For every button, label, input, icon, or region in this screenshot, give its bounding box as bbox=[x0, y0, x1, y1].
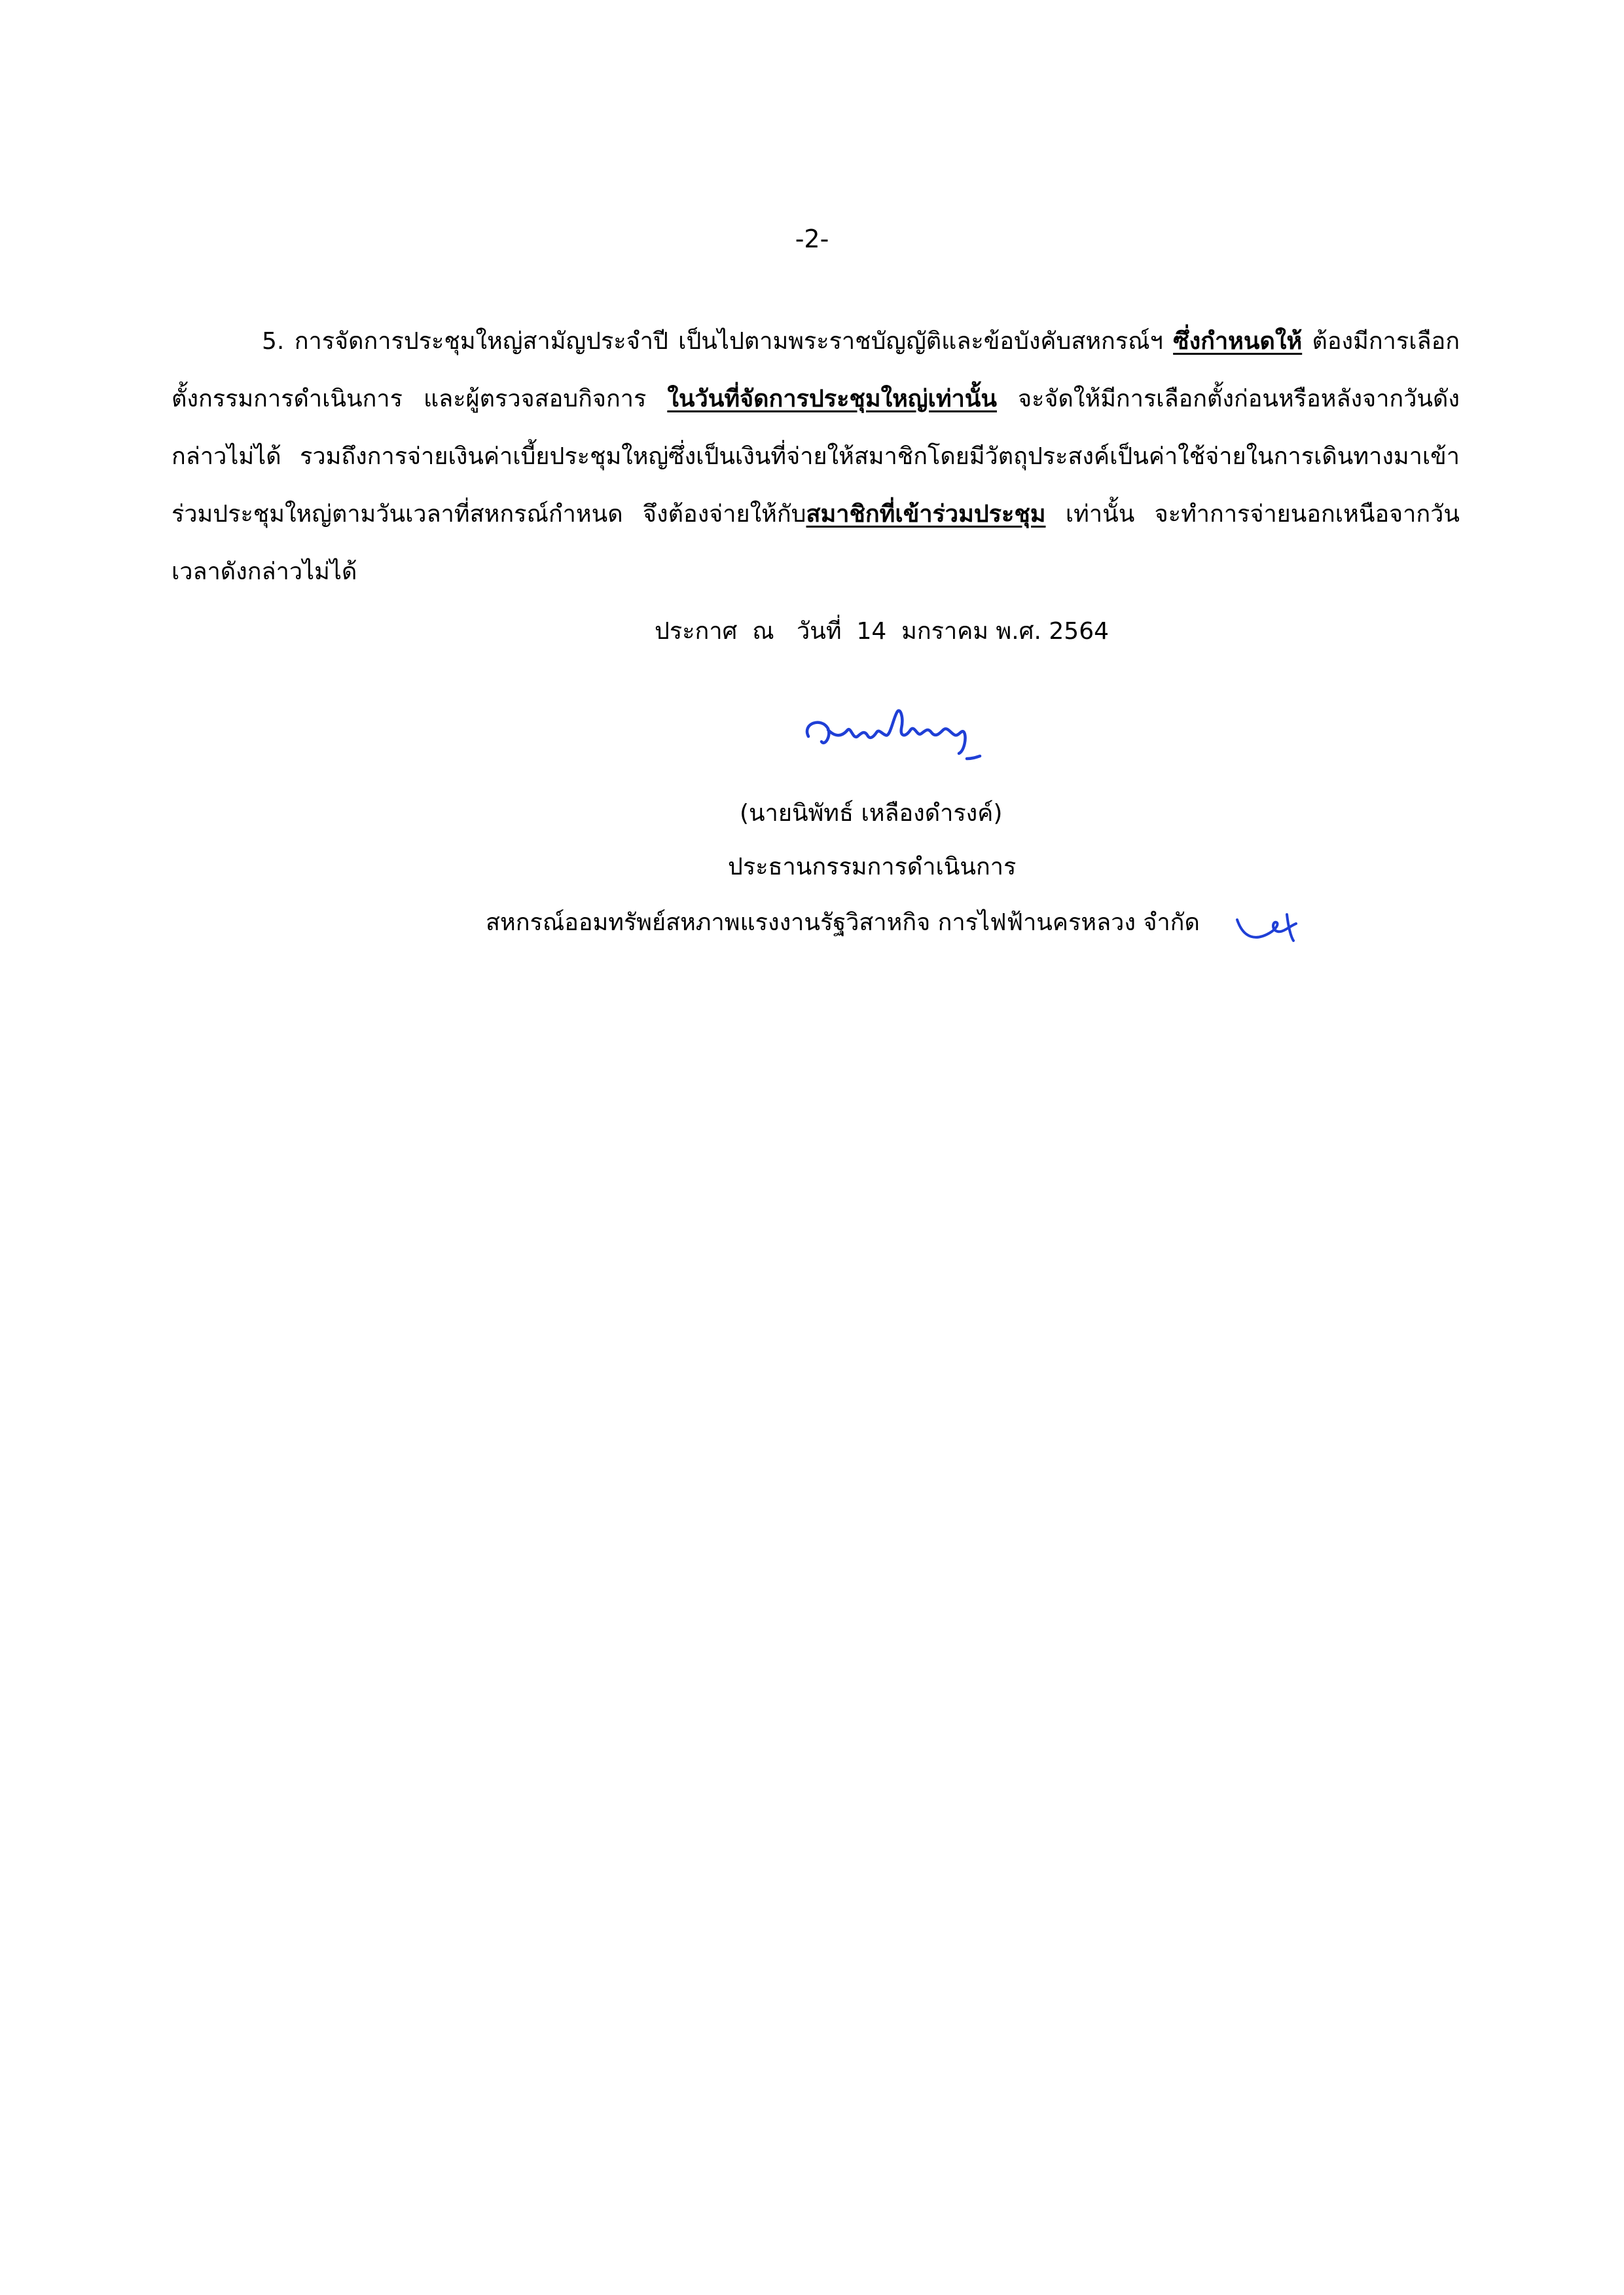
paragraph-text-3: จะจัดให้มีการเลือกตั้งก่อนหรือหลังจากวันดังกล่าวไม่ได้ รวมถึงการจ่ายเงินค่าเบี้ยประชุมใหญ่ซึ่งเป็นเงินที่จ่ายให้สมาชิกโดยมีวัตถุประสงค์เป็นค่าใช้จ่ายในการเดินทางมาเข้าร่วมประชุมใหญ่ตามวันเวลาที่สหกรณ์กำหนด จึงต้องจ่ายให้กับ bbox=[171, 386, 1460, 528]
announcement-date: ประกาศ ณ วันที่ 14 มกราคม พ.ศ. 2564 bbox=[655, 618, 1110, 645]
handwritten-signature bbox=[795, 691, 1005, 776]
paragraph-text-1: 5. การจัดการประชุมใหญ่สามัญประจำปี เป็นไปตามพระราชบัญญัติและข้อบังคับสหกรณ์ฯ bbox=[262, 328, 1174, 355]
signatory-position: ประธานกรรมการดำเนินการ bbox=[728, 854, 1017, 880]
paragraph-emphasis-1: ซึ่งกำหนดให้ bbox=[1173, 328, 1303, 355]
paragraph-emphasis-2: ในวันที่จัดการประชุมใหญ่เท่านั้น bbox=[667, 386, 998, 412]
page-number: -2- bbox=[795, 225, 829, 253]
clause-5-paragraph bbox=[171, 313, 1460, 601]
signatory-name: (นายนิพัทธ์ เหลืองดำรงค์) bbox=[740, 800, 1003, 827]
paragraph-emphasis-3: สมาชิกที่เข้าร่วมประชุม bbox=[806, 501, 1046, 528]
organization-name: สหกรณ์ออมทรัพย์สหภาพแรงงานรัฐวิสาหกิจ การไฟฟ้านครหลวง จำกัด bbox=[486, 909, 1200, 936]
paragraph-text-2: ต้องมีการเลือกตั้งกรรมการดำเนินการ และผู้ตรวจสอบกิจการ bbox=[171, 328, 1460, 412]
paragraph-text-4: เท่านั้น จะทำการจ่ายนอกเหนือจากวันเวลาดังกล่าวไม่ได้ bbox=[171, 501, 1460, 585]
handwritten-initial-mark bbox=[1231, 900, 1309, 952]
